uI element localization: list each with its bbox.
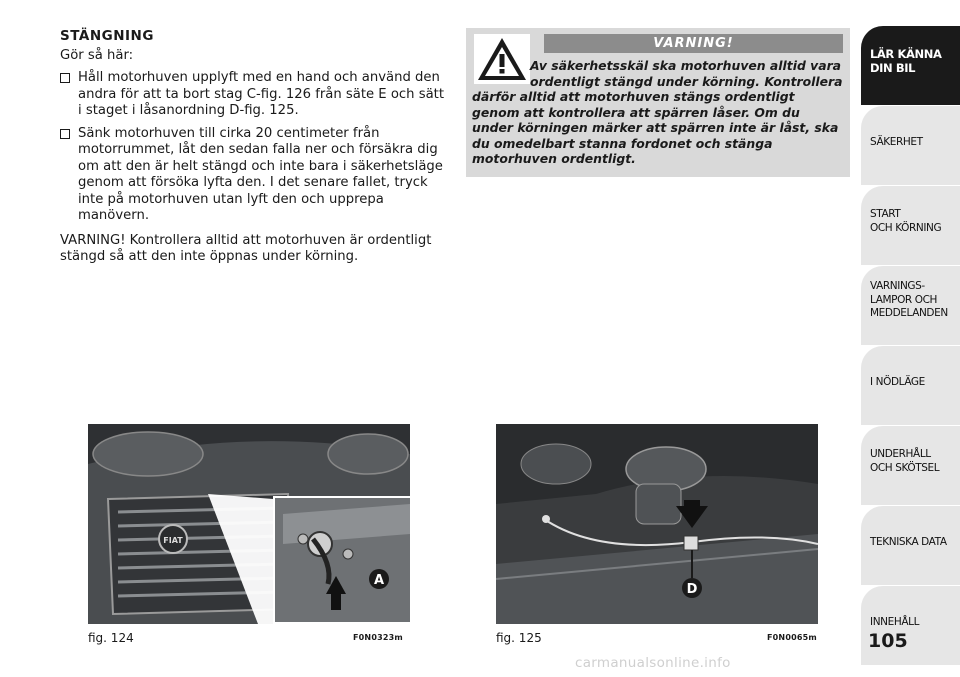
section-title: STÄNGNING (60, 28, 154, 44)
intro-text: Gör så här: (60, 47, 134, 63)
warning-body-text: Av säkerhetsskäl ska motorhuven alltid vara ordentligt stängd under körning. Kontrollera därför alltid att motorhuven stängs ordentligt genom att kontrollera att spärren låser. Om du under körningen märker att spärren inte är låst, ska du omedelbart stanna fordonet och stänga motorhuven ordentligt. (472, 58, 843, 166)
figure-125-caption: fig. 125 (496, 631, 542, 645)
list-item (60, 126, 450, 225)
chapter-tabs (861, 26, 960, 666)
figure-125-code: F0N0065m (767, 633, 817, 642)
fiat-logo-text: FIAT (163, 536, 183, 545)
warning-box (466, 28, 850, 177)
figure-124-caption: fig. 124 (88, 631, 134, 645)
instruction-list (60, 70, 450, 225)
tab-sakerhet[interactable]: SÄKERHET (861, 106, 960, 185)
watermark: carmanualsonline.info (575, 655, 731, 671)
checkbox-bullet-icon (60, 129, 70, 139)
tab-tekniska-data[interactable]: TEKNISKA DATA (861, 506, 960, 585)
warning-banner: VARNING! (544, 34, 843, 53)
marker-a: A (373, 573, 385, 588)
tab-lar-kanna-din-bil[interactable]: LÄR KÄNNA DIN BIL (861, 26, 960, 105)
figure-125-image (496, 424, 818, 624)
instructions-column (60, 28, 450, 272)
warning-note: VARNING! Kontrollera alltid att motorhuven är ordentligt stängd så att den inte öppnas under körning. (60, 232, 432, 264)
bullet-text: Håll motorhuven upplyft med en hand och använd den andra för att ta bort stag C-fig. 126 från säte E och sätt i staget i låsanordning D-fig. 125. (78, 70, 444, 118)
checkbox-bullet-icon (60, 73, 70, 83)
tab-varningslampor[interactable]: VARNINGS- LAMPOR OCH MEDDELANDEN (861, 266, 960, 345)
page-number: 105 (868, 630, 908, 652)
list-item (60, 70, 450, 120)
figure-124-image (88, 424, 410, 624)
marker-d: D (686, 582, 698, 597)
warning-body (472, 58, 844, 167)
text-indent-spacer (472, 58, 530, 86)
bullet-text: Sänk motorhuven till cirka 20 centimeter från motorrummet, låt den sedan falla ner och försäkra dig om att den är helt stängd och inte bara i säkerhetsläge genom att försöka lyfta den. I det senare fallet, tryck inte på motorhuven utan lyft den och upprepa manövern. (78, 125, 443, 223)
tab-i-nodlage[interactable]: I NÖDLÄGE (861, 346, 960, 425)
tab-underhall-och-skotsel[interactable]: UNDERHÅLL OCH SKÖTSEL (861, 426, 960, 505)
tab-innehall[interactable]: INNEHÅLL (861, 586, 960, 665)
tab-start-och-korning[interactable]: START OCH KÖRNING (861, 186, 960, 265)
figure-124-code: F0N0323m (353, 633, 403, 642)
